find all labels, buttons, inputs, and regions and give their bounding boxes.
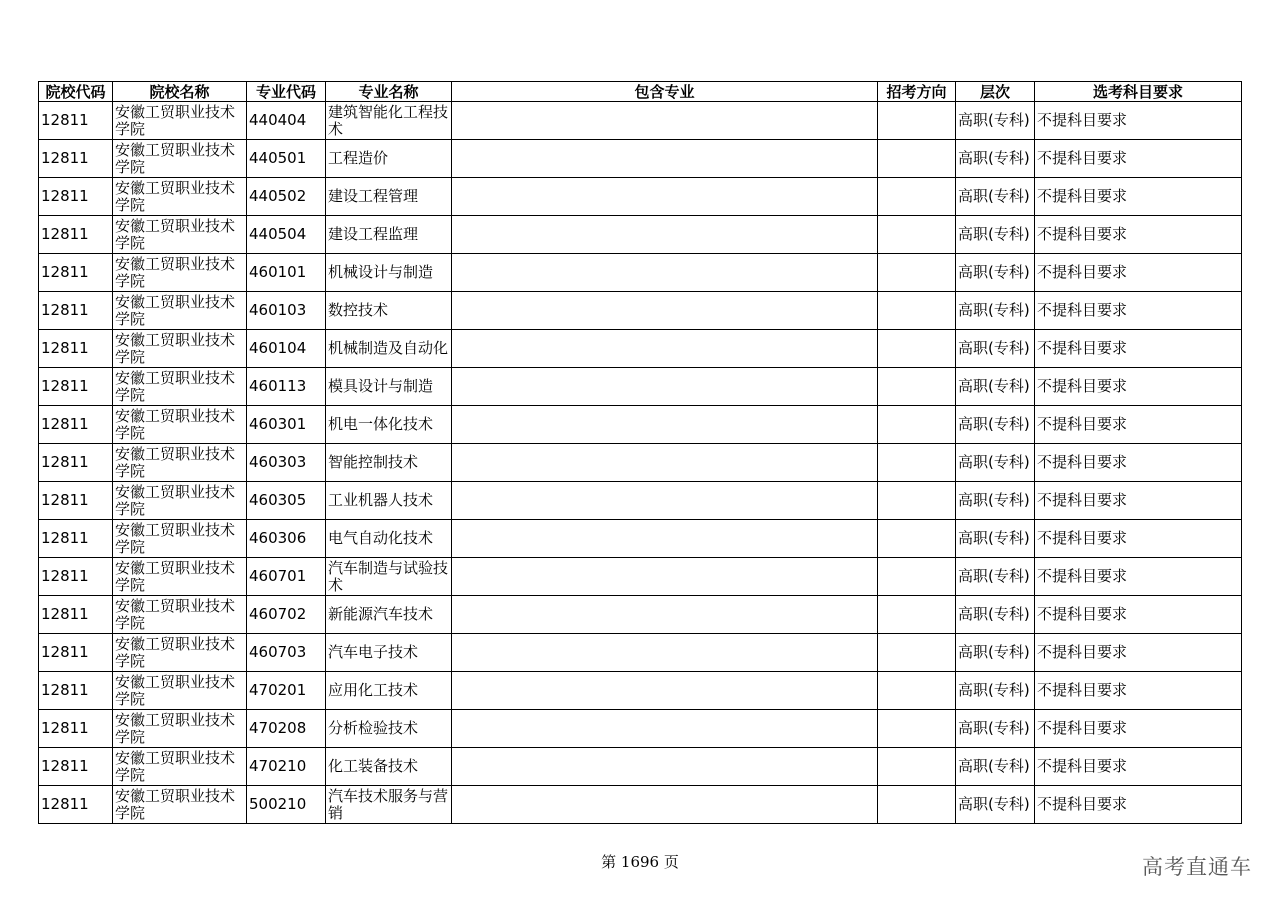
cell-school-name: 安徽工贸职业技术学院 [113,292,247,330]
cell-major-code: 460104 [247,330,326,368]
page-number: 第 1696 页 [601,853,679,871]
cell-major-code: 470208 [247,710,326,748]
cell-subject-requirement: 不提科目要求 [1035,672,1242,710]
cell-school-code: 12811 [39,520,113,558]
cell-major-name: 汽车电子技术 [326,634,452,672]
cell-major-name: 机械设计与制造 [326,254,452,292]
cell-included-majors [452,520,878,558]
cell-level: 高职(专科) [956,178,1035,216]
cell-major-name: 机械制造及自动化 [326,330,452,368]
cell-school-code: 12811 [39,672,113,710]
cell-major-code: 440501 [247,140,326,178]
cell-school-code: 12811 [39,482,113,520]
cell-direction [878,596,956,634]
cell-major-code: 460101 [247,254,326,292]
cell-school-code: 12811 [39,140,113,178]
cell-included-majors [452,102,878,140]
cell-level: 高职(专科) [956,254,1035,292]
cell-major-code: 440404 [247,102,326,140]
table-row [39,330,1242,368]
cell-school-name: 安徽工贸职业技术学院 [113,786,247,824]
cell-subject-requirement: 不提科目要求 [1035,482,1242,520]
cell-direction [878,368,956,406]
cell-school-code: 12811 [39,330,113,368]
cell-school-name: 安徽工贸职业技术学院 [113,672,247,710]
cell-major-name: 应用化工技术 [326,672,452,710]
cell-major-name: 电气自动化技术 [326,520,452,558]
cell-school-name: 安徽工贸职业技术学院 [113,330,247,368]
cell-subject-requirement: 不提科目要求 [1035,406,1242,444]
cell-direction [878,254,956,292]
cell-major-code: 460305 [247,482,326,520]
cell-major-code: 440502 [247,178,326,216]
cell-major-name: 化工装备技术 [326,748,452,786]
cell-direction [878,140,956,178]
cell-major-code: 460703 [247,634,326,672]
cell-school-code: 12811 [39,634,113,672]
cell-subject-requirement: 不提科目要求 [1035,520,1242,558]
table-row [39,216,1242,254]
cell-major-code: 460701 [247,558,326,596]
cell-subject-requirement: 不提科目要求 [1035,292,1242,330]
table-row [39,368,1242,406]
table-row [39,482,1242,520]
watermark: 高考直通车 [1142,855,1252,879]
table-row [39,520,1242,558]
cell-subject-requirement: 不提科目要求 [1035,102,1242,140]
cell-level: 高职(专科) [956,748,1035,786]
cell-major-name: 建设工程监理 [326,216,452,254]
cell-direction [878,710,956,748]
cell-included-majors [452,786,878,824]
table-row [39,596,1242,634]
table-row [39,292,1242,330]
cell-level: 高职(专科) [956,558,1035,596]
cell-major-code: 470201 [247,672,326,710]
table-row [39,178,1242,216]
cell-major-code: 460113 [247,368,326,406]
cell-subject-requirement: 不提科目要求 [1035,254,1242,292]
cell-included-majors [452,254,878,292]
cell-school-code: 12811 [39,558,113,596]
table-row [39,444,1242,482]
cell-school-name: 安徽工贸职业技术学院 [113,520,247,558]
header-school-code: 院校代码 [39,82,113,102]
cell-major-code: 460103 [247,292,326,330]
cell-direction [878,634,956,672]
cell-direction [878,786,956,824]
cell-school-name: 安徽工贸职业技术学院 [113,558,247,596]
cell-level: 高职(专科) [956,710,1035,748]
header-major-code: 专业代码 [247,82,326,102]
cell-direction [878,102,956,140]
cell-included-majors [452,368,878,406]
cell-major-code: 460306 [247,520,326,558]
cell-subject-requirement: 不提科目要求 [1035,216,1242,254]
cell-school-code: 12811 [39,178,113,216]
cell-school-name: 安徽工贸职业技术学院 [113,634,247,672]
cell-level: 高职(专科) [956,102,1035,140]
cell-school-code: 12811 [39,748,113,786]
cell-direction [878,406,956,444]
cell-school-name: 安徽工贸职业技术学院 [113,254,247,292]
cell-major-name: 智能控制技术 [326,444,452,482]
cell-major-code: 460702 [247,596,326,634]
cell-school-code: 12811 [39,102,113,140]
cell-level: 高职(专科) [956,672,1035,710]
cell-level: 高职(专科) [956,634,1035,672]
table-row [39,710,1242,748]
cell-included-majors [452,292,878,330]
cell-included-majors [452,748,878,786]
cell-subject-requirement: 不提科目要求 [1035,786,1242,824]
cell-major-name: 工业机器人技术 [326,482,452,520]
cell-major-code: 500210 [247,786,326,824]
cell-included-majors [452,216,878,254]
cell-school-name: 安徽工贸职业技术学院 [113,140,247,178]
header-major-name: 专业名称 [326,82,452,102]
cell-subject-requirement: 不提科目要求 [1035,368,1242,406]
cell-school-code: 12811 [39,216,113,254]
header-row [39,82,1242,102]
cell-major-name: 建设工程管理 [326,178,452,216]
cell-direction [878,672,956,710]
cell-major-name: 工程造价 [326,140,452,178]
table-row [39,786,1242,824]
cell-major-code: 460303 [247,444,326,482]
cell-included-majors [452,444,878,482]
table-row [39,140,1242,178]
table-row [39,558,1242,596]
cell-school-code: 12811 [39,596,113,634]
cell-subject-requirement: 不提科目要求 [1035,444,1242,482]
cell-subject-requirement: 不提科目要求 [1035,748,1242,786]
header-included-majors: 包含专业 [452,82,878,102]
cell-included-majors [452,672,878,710]
cell-school-code: 12811 [39,254,113,292]
cell-school-code: 12811 [39,710,113,748]
cell-subject-requirement: 不提科目要求 [1035,330,1242,368]
cell-level: 高职(专科) [956,368,1035,406]
cell-subject-requirement: 不提科目要求 [1035,634,1242,672]
cell-subject-requirement: 不提科目要求 [1035,710,1242,748]
cell-level: 高职(专科) [956,330,1035,368]
cell-school-code: 12811 [39,444,113,482]
table-row [39,634,1242,672]
cell-direction [878,330,956,368]
cell-direction [878,444,956,482]
cell-included-majors [452,558,878,596]
cell-included-majors [452,482,878,520]
cell-school-name: 安徽工贸职业技术学院 [113,596,247,634]
table-row [39,672,1242,710]
cell-included-majors [452,178,878,216]
cell-school-code: 12811 [39,406,113,444]
cell-school-code: 12811 [39,786,113,824]
cell-level: 高职(专科) [956,140,1035,178]
cell-included-majors [452,710,878,748]
cell-level: 高职(专科) [956,216,1035,254]
cell-school-name: 安徽工贸职业技术学院 [113,406,247,444]
cell-direction [878,178,956,216]
cell-school-name: 安徽工贸职业技术学院 [113,482,247,520]
cell-level: 高职(专科) [956,786,1035,824]
cell-direction [878,748,956,786]
cell-level: 高职(专科) [956,406,1035,444]
table-row [39,748,1242,786]
cell-level: 高职(专科) [956,482,1035,520]
header-school-name: 院校名称 [113,82,247,102]
cell-school-name: 安徽工贸职业技术学院 [113,102,247,140]
cell-major-name: 汽车制造与试验技术 [326,558,452,596]
cell-school-name: 安徽工贸职业技术学院 [113,178,247,216]
cell-major-name: 模具设计与制造 [326,368,452,406]
cell-school-code: 12811 [39,292,113,330]
cell-subject-requirement: 不提科目要求 [1035,140,1242,178]
cell-direction [878,520,956,558]
table-row [39,406,1242,444]
cell-major-name: 汽车技术服务与营销 [326,786,452,824]
cell-major-code: 440504 [247,216,326,254]
cell-major-name: 机电一体化技术 [326,406,452,444]
cell-school-name: 安徽工贸职业技术学院 [113,216,247,254]
cell-major-name: 建筑智能化工程技术 [326,102,452,140]
cell-direction [878,558,956,596]
cell-level: 高职(专科) [956,292,1035,330]
cell-included-majors [452,634,878,672]
cell-school-name: 安徽工贸职业技术学院 [113,444,247,482]
cell-included-majors [452,596,878,634]
cell-major-code: 460301 [247,406,326,444]
cell-direction [878,216,956,254]
cell-subject-requirement: 不提科目要求 [1035,558,1242,596]
cell-school-name: 安徽工贸职业技术学院 [113,368,247,406]
header-direction: 招考方向 [878,82,956,102]
header-level: 层次 [956,82,1035,102]
cell-subject-requirement: 不提科目要求 [1035,596,1242,634]
cell-major-name: 分析检验技术 [326,710,452,748]
cell-school-code: 12811 [39,368,113,406]
cell-major-name: 新能源汽车技术 [326,596,452,634]
cell-subject-requirement: 不提科目要求 [1035,178,1242,216]
header-subject-requirement: 选考科目要求 [1035,82,1242,102]
cell-major-code: 470210 [247,748,326,786]
cell-included-majors [452,406,878,444]
cell-included-majors [452,330,878,368]
cell-level: 高职(专科) [956,444,1035,482]
table-row [39,254,1242,292]
cell-major-name: 数控技术 [326,292,452,330]
table-body [39,102,1242,824]
cell-direction [878,482,956,520]
cell-level: 高职(专科) [956,520,1035,558]
cell-direction [878,292,956,330]
table-row [39,102,1242,140]
cell-level: 高职(专科) [956,596,1035,634]
cell-school-name: 安徽工贸职业技术学院 [113,710,247,748]
cell-included-majors [452,140,878,178]
majors-table [38,81,1242,824]
cell-school-name: 安徽工贸职业技术学院 [113,748,247,786]
